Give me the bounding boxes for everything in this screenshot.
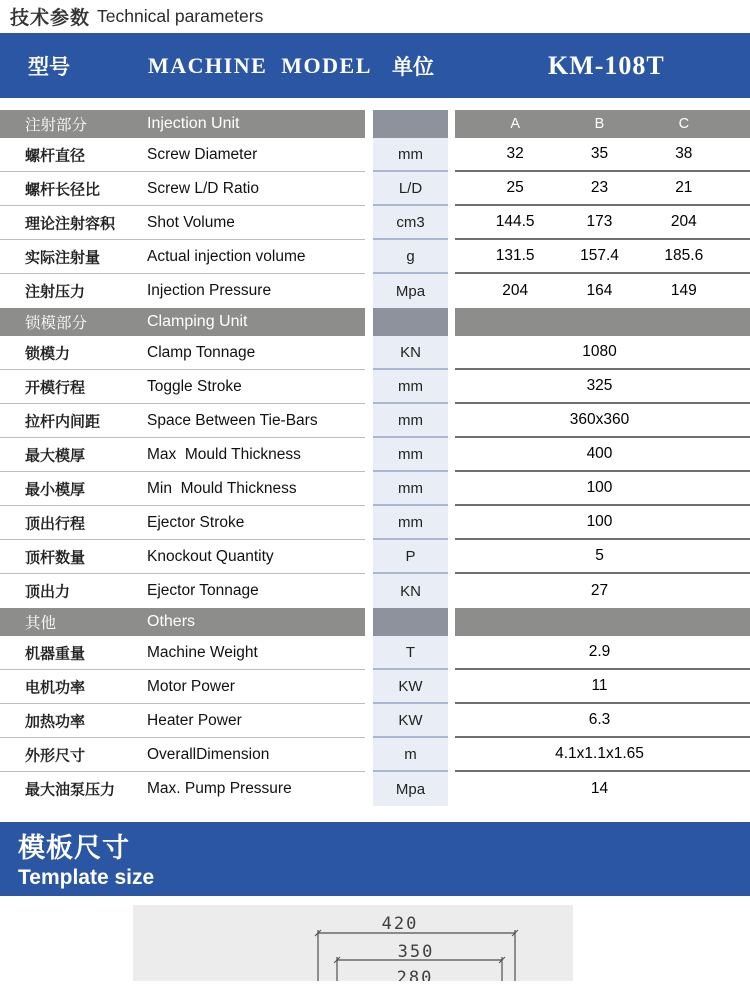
- dimension-label-420: 420: [381, 914, 419, 934]
- row-value-c: 38: [675, 145, 693, 162]
- block-gap: [448, 110, 455, 138]
- section-title-en: Others: [147, 613, 196, 630]
- block-gap: [448, 274, 455, 308]
- dimension-label-280: 280: [396, 968, 434, 981]
- row-value-c: 185.6: [664, 247, 704, 264]
- row-label-zh: 螺杆长径比: [25, 181, 101, 198]
- row-values: [455, 670, 750, 704]
- model-label-zh: 型号: [28, 54, 70, 79]
- row-labels: [0, 206, 365, 240]
- row-values: [455, 738, 750, 772]
- row-labels: [0, 138, 365, 172]
- row-value: 100: [586, 513, 613, 530]
- row-label-zh: 机器重量: [25, 645, 86, 662]
- row-unit: P: [373, 540, 448, 574]
- column-header-b: B: [594, 116, 605, 132]
- block-gap: [365, 370, 373, 404]
- block-gap: [365, 240, 373, 274]
- section-title-en: Injection Unit: [147, 115, 240, 132]
- row-value-a: 204: [502, 282, 529, 299]
- row-label-zh: 电机功率: [25, 679, 86, 696]
- row-value-c: 21: [675, 179, 693, 196]
- section-header-values: [455, 110, 750, 138]
- section-header-unit-cell: [373, 308, 448, 336]
- template-size-banner: [0, 822, 750, 896]
- row-value-b: 157.4: [580, 247, 619, 264]
- row-value: 325: [586, 377, 613, 394]
- row-value-b: 23: [590, 179, 609, 196]
- row-labels: [0, 670, 365, 704]
- row-label-zh: 外形尺寸: [25, 747, 86, 764]
- page-title-zh: 技术参数: [10, 8, 91, 29]
- row-label-en: Ejector Stroke: [147, 513, 245, 531]
- table-row: [0, 206, 750, 240]
- row-unit: mm: [373, 472, 448, 506]
- block-gap: [365, 110, 373, 138]
- row-unit: Mpa: [373, 274, 448, 308]
- section-header-0: [0, 110, 750, 138]
- row-values: [455, 274, 750, 308]
- row-unit: mm: [373, 438, 448, 472]
- row-unit: KW: [373, 704, 448, 738]
- block-gap: [448, 438, 455, 472]
- row-label-en: Shot Volume: [147, 213, 235, 231]
- row-label-zh: 加热功率: [25, 713, 86, 730]
- row-values: [455, 704, 750, 738]
- row-value: 27: [590, 582, 609, 599]
- row-label-zh: 拉杆内间距: [25, 413, 101, 430]
- table-row: [0, 636, 750, 670]
- section-header-unit-cell: [373, 110, 448, 138]
- row-label-zh: 最大模厚: [25, 447, 86, 464]
- table-row: [0, 370, 750, 404]
- row-value-a: 131.5: [495, 247, 535, 264]
- table-row: [0, 336, 750, 370]
- row-unit: KW: [373, 670, 448, 704]
- row-value: 360x360: [569, 411, 630, 428]
- row-value-b: 173: [586, 213, 613, 230]
- block-gap: [448, 506, 455, 540]
- row-values: [455, 540, 750, 574]
- table-row: [0, 472, 750, 506]
- table-row: [0, 404, 750, 438]
- row-value-c: 204: [670, 213, 697, 230]
- block-gap: [448, 370, 455, 404]
- block-gap: [365, 670, 373, 704]
- row-values: [455, 772, 750, 806]
- row-label-en: Injection Pressure: [147, 282, 272, 299]
- row-values: [455, 336, 750, 370]
- block-gap: [448, 472, 455, 506]
- block-gap: [448, 636, 455, 670]
- row-value: 14: [590, 780, 609, 797]
- row-labels: [0, 274, 365, 308]
- row-label-zh: 最大油泵压力: [25, 781, 116, 799]
- row-label-zh: 理论注射容积: [25, 215, 116, 232]
- row-labels: [0, 636, 365, 670]
- block-gap: [448, 240, 455, 274]
- block-gap: [365, 472, 373, 506]
- block-gap: [365, 636, 373, 670]
- row-values: [455, 172, 750, 206]
- block-gap: [448, 738, 455, 772]
- page-title-en: Technical parameters: [97, 6, 264, 26]
- spec-table: [0, 110, 750, 806]
- row-label-en: Screw L/D Ratio: [147, 179, 259, 197]
- row-values: [455, 240, 750, 274]
- block-gap: [448, 206, 455, 240]
- row-label-en: Machine Weight: [147, 643, 258, 661]
- template-size-title-zh: 模板尺寸: [18, 833, 130, 863]
- row-label-en: Max Mould Thickness: [147, 445, 301, 463]
- row-value: 4.1x1.1x1.65: [555, 745, 644, 762]
- row-label-zh: 顶出力: [25, 583, 71, 601]
- block-gap: [448, 574, 455, 608]
- block-gap: [448, 172, 455, 206]
- row-values: [455, 574, 750, 608]
- row-unit: mm: [373, 404, 448, 438]
- row-unit: mm: [373, 138, 448, 172]
- block-gap: [365, 574, 373, 608]
- row-label-en: OverallDimension: [147, 745, 270, 763]
- row-value-b: 35: [590, 145, 609, 162]
- row-label-en: Toggle Stroke: [147, 377, 242, 395]
- row-label-en: Screw Diameter: [147, 145, 258, 163]
- block-gap: [448, 138, 455, 172]
- row-labels: [0, 472, 365, 506]
- block-gap: [365, 138, 373, 172]
- row-values: [455, 506, 750, 540]
- table-row: [0, 540, 750, 574]
- template-diagram-svg: [133, 905, 573, 981]
- block-gap: [365, 336, 373, 370]
- block-gap: [448, 336, 455, 370]
- machine-model-value: KM-108T: [548, 50, 665, 80]
- table-row: [0, 172, 750, 206]
- block-gap: [365, 772, 373, 806]
- table-row: [0, 772, 750, 806]
- row-values: [455, 138, 750, 172]
- row-labels: [0, 574, 365, 608]
- table-row: [0, 438, 750, 472]
- model-header-bar: [0, 33, 750, 98]
- table-row: [0, 704, 750, 738]
- row-labels: [0, 506, 365, 540]
- row-value: 5: [595, 547, 604, 564]
- block-gap: [448, 670, 455, 704]
- section-header-2: [0, 608, 750, 636]
- block-gap: [448, 704, 455, 738]
- row-value: 400: [586, 445, 613, 462]
- block-gap: [365, 404, 373, 438]
- block-gap: [365, 274, 373, 308]
- section-header-unit-cell: [373, 608, 448, 636]
- row-labels: [0, 704, 365, 738]
- row-value-a: 25: [506, 179, 524, 196]
- block-gap: [365, 206, 373, 240]
- section-header-values: [455, 608, 750, 636]
- column-header-a: A: [510, 116, 520, 132]
- row-label-en: Motor Power: [147, 677, 235, 695]
- dimension-label-350: 350: [397, 942, 435, 962]
- row-labels: [0, 404, 365, 438]
- block-gap: [448, 608, 455, 636]
- row-value: 11: [591, 677, 608, 694]
- row-unit: mm: [373, 506, 448, 540]
- section-title-en: Clamping Unit: [147, 313, 248, 330]
- row-unit: KN: [373, 574, 448, 608]
- block-gap: [365, 438, 373, 472]
- row-label-en: Ejector Tonnage: [147, 582, 259, 599]
- row-value-c: 149: [670, 282, 697, 299]
- row-label-zh: 锁模力: [25, 345, 71, 362]
- table-row: [0, 138, 750, 172]
- row-labels: [0, 336, 365, 370]
- row-label-zh: 实际注射量: [25, 249, 101, 266]
- row-labels: [0, 540, 365, 574]
- column-header-c: C: [678, 116, 690, 132]
- block-gap: [365, 172, 373, 206]
- row-values: [455, 636, 750, 670]
- block-gap: [365, 308, 373, 336]
- row-label-zh: 注射压力: [25, 283, 86, 301]
- row-label-zh: 最小模厚: [25, 481, 86, 498]
- row-label-en: Min Mould Thickness: [147, 479, 297, 497]
- block-gap: [365, 738, 373, 772]
- block-gap: [365, 506, 373, 540]
- table-row: [0, 274, 750, 308]
- template-size-title-en: Template size: [18, 866, 155, 889]
- row-unit: T: [373, 636, 448, 670]
- row-labels: [0, 772, 365, 806]
- row-label-zh: 螺杆直径: [25, 147, 86, 164]
- block-gap: [448, 540, 455, 574]
- row-label-zh: 顶杆数量: [25, 549, 86, 566]
- row-label-en: Heater Power: [147, 711, 242, 729]
- section-header-values: [455, 308, 750, 336]
- row-value-b: 164: [586, 282, 613, 299]
- block-gap: [448, 404, 455, 438]
- section-header-labels: [0, 110, 365, 138]
- row-label-en: Actual injection volume: [147, 247, 306, 265]
- block-gap: [365, 704, 373, 738]
- model-label-en: MACHINE MODEL: [148, 52, 372, 78]
- section-title-zh: 注射部分: [25, 117, 88, 134]
- row-unit: Mpa: [373, 772, 448, 806]
- row-unit: cm3: [373, 206, 448, 240]
- row-labels: [0, 438, 365, 472]
- row-unit: KN: [373, 336, 448, 370]
- row-value: 1080: [582, 343, 617, 360]
- block-gap: [365, 540, 373, 574]
- row-unit: mm: [373, 370, 448, 404]
- row-unit: m: [373, 738, 448, 772]
- row-value-a: 32: [506, 145, 524, 162]
- row-label-en: Space Between Tie-Bars: [147, 411, 318, 429]
- table-row: [0, 670, 750, 704]
- row-label-en: Clamp Tonnage: [147, 343, 256, 361]
- block-gap: [448, 772, 455, 806]
- row-values: [455, 404, 750, 438]
- table-row: [0, 240, 750, 274]
- row-labels: [0, 738, 365, 772]
- row-unit: L/D: [373, 172, 448, 206]
- section-title-zh: 其他: [25, 615, 57, 632]
- row-value: 2.9: [588, 643, 611, 660]
- row-value-a: 144.5: [495, 213, 535, 230]
- row-value: 6.3: [588, 711, 611, 728]
- row-value: 100: [586, 479, 613, 496]
- row-labels: [0, 240, 365, 274]
- row-unit: g: [373, 240, 448, 274]
- row-label-en: Max. Pump Pressure: [147, 780, 292, 797]
- row-values: [455, 472, 750, 506]
- row-labels: [0, 172, 365, 206]
- section-header-labels: [0, 608, 365, 636]
- block-gap: [365, 608, 373, 636]
- row-values: [455, 206, 750, 240]
- unit-column-label: 单位: [392, 54, 434, 79]
- row-values: [455, 438, 750, 472]
- section-header-1: [0, 308, 750, 336]
- table-row: [0, 738, 750, 772]
- block-gap: [448, 308, 455, 336]
- template-diagram: [133, 905, 573, 981]
- section-title-zh: 锁模部分: [25, 315, 88, 332]
- row-label-en: Knockout Quantity: [147, 547, 274, 565]
- table-row: [0, 506, 750, 540]
- table-row: [0, 574, 750, 608]
- row-label-zh: 开模行程: [25, 379, 86, 396]
- row-labels: [0, 370, 365, 404]
- row-values: [455, 370, 750, 404]
- page-title: [0, 0, 750, 33]
- row-label-zh: 顶出行程: [25, 515, 86, 532]
- section-header-labels: [0, 308, 365, 336]
